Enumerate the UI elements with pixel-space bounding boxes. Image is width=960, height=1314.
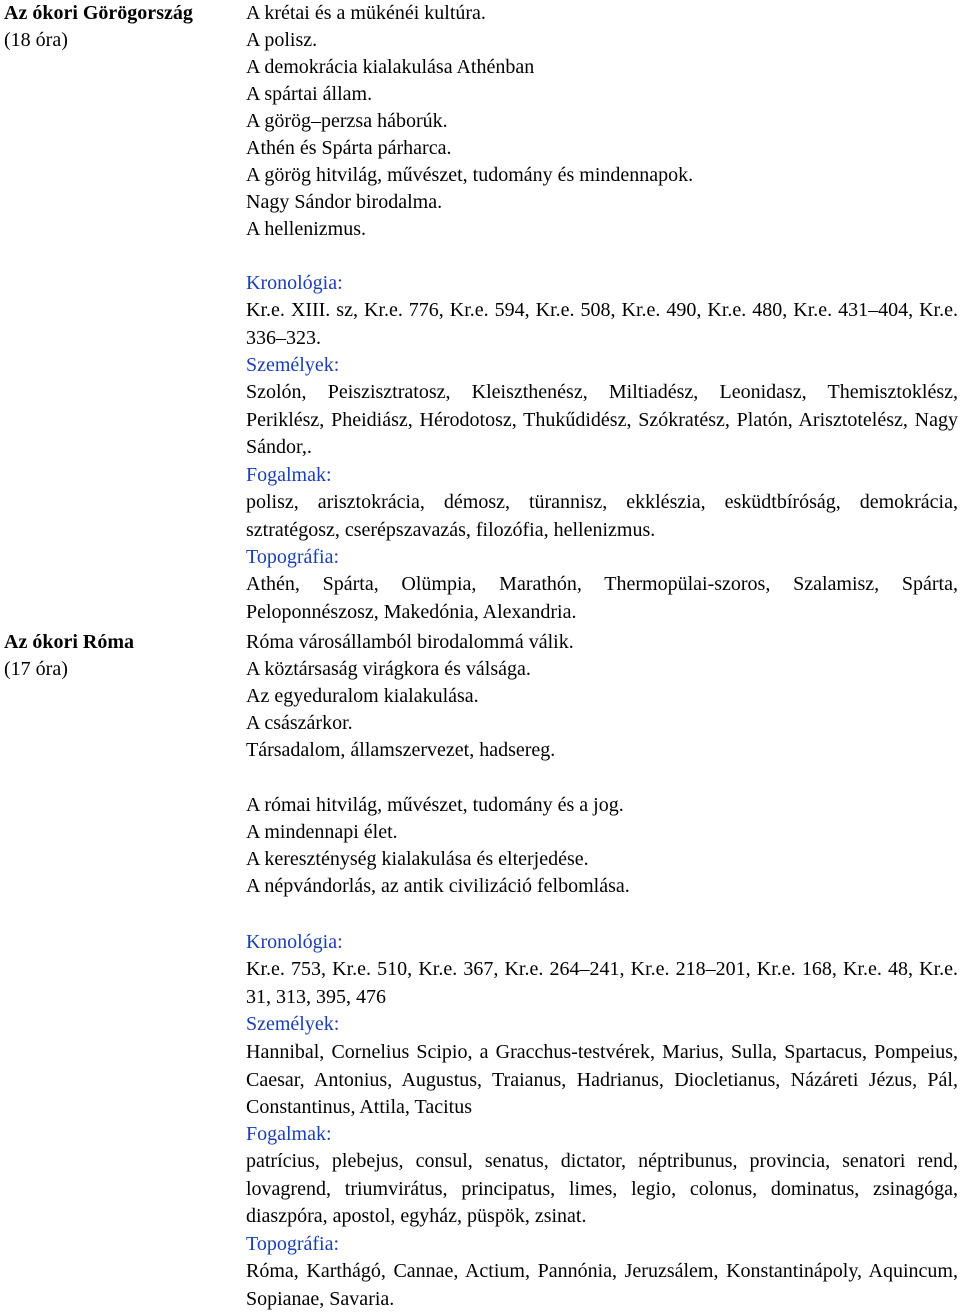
greece-title: Az ókori Görögország xyxy=(4,2,193,24)
greece-topic: A görög–perzsa háborúk. xyxy=(246,110,448,132)
greece-chronology: Kr.e. XIII. sz, Kr.e. 776, Kr.e. 594, Kr.e. 508, Kr.e. 490, Kr.e. 480, Kr.e. 431–404, Kr.e. 336–323. xyxy=(246,299,958,349)
greece-topography-label: Topográfia: xyxy=(246,546,340,568)
greece-concepts-label: Fogalmak: xyxy=(246,464,332,486)
rome-hours: (17 óra) xyxy=(4,658,68,680)
rome-section-title xyxy=(4,629,240,683)
rome-persons: Hannibal, Cornelius Scipio, a Gracchus-testvérek, Marius, Sulla, Spartacus, Pompeius, Caesar, Antonius, Augustus, Traianus, Hadrianus, Diocletianus, Názáreti Jézus, Pál, Constantinus, Attila, Tacitus xyxy=(246,1041,958,1118)
greece-topic: A krétai és a mükénéi kultúra. xyxy=(246,2,486,24)
rome-topography: Róma, Karthágó, Cannae, Actium, Pannónia, Jeruzsálem, Konstantinápoly, Aquincum, Sopianae, Savaria. xyxy=(246,1260,958,1310)
greece-hours: (18 óra) xyxy=(4,29,68,51)
greece-section-title xyxy=(4,0,240,54)
greece-topography: Athén, Spárta, Olümpia, Marathón, Thermopülai-szoros, Szalamisz, Spárta, Peloponnészosz, Makedónia, Alexandria. xyxy=(246,573,958,623)
greece-topic: A görög hitvilág, művészet, tudomány és mindennapok. xyxy=(246,164,694,186)
greece-topic: Athén és Spárta párharca. xyxy=(246,137,452,159)
rome-topography-label: Topográfia: xyxy=(246,1233,340,1255)
greece-topic: A polisz. xyxy=(246,29,318,51)
rome-topic: A kereszténység kialakulása és elterjedése. xyxy=(246,848,589,870)
rome-chronology: Kr.e. 753, Kr.e. 510, Kr.e. 367, Kr.e. 264–241, Kr.e. 218–201, Kr.e. 168, Kr.e. 48, Kr.e. 31, 313, 395, 476 xyxy=(246,958,958,1008)
rome-topic: Az egyeduralom kialakulása. xyxy=(246,685,479,707)
rome-topic: Társadalom, államszervezet, hadsereg. xyxy=(246,739,556,761)
greece-persons-label: Személyek: xyxy=(246,354,340,376)
rome-concepts-label: Fogalmak: xyxy=(246,1123,332,1145)
greece-topic: A hellenizmus. xyxy=(246,218,366,240)
rome-concepts: patrícius, plebejus, consul, senatus, dictator, néptribunus, provincia, senatori rend, lovagrend, triumvirátus, principatus, limes, legio, colonus, dominatus, zsinagóga, diaszpóra, apostol, egyház, püspök, zsinat. xyxy=(246,1150,958,1227)
rome-topic: A köztársaság virágkora és válsága. xyxy=(246,658,531,680)
greece-concepts: polisz, arisztokrácia, démosz, türannisz, ekklészia, esküdtbíróság, demokrácia, sztratégosz, cserépszavazás, filozófia, hellenizmus. xyxy=(246,491,958,541)
rome-topic: Róma városállamból birodalommá válik. xyxy=(246,631,574,653)
rome-topic: A népvándorlás, az antik civilizáció felbomlása. xyxy=(246,875,630,897)
greece-chronology-label: Kronológia: xyxy=(246,272,343,294)
greece-topic: Nagy Sándor birodalma. xyxy=(246,191,443,213)
rome-topic: A mindennapi élet. xyxy=(246,821,398,843)
greece-topic: A spártai állam. xyxy=(246,83,373,105)
rome-chronology-label: Kronológia: xyxy=(246,931,343,953)
rome-persons-label: Személyek: xyxy=(246,1013,340,1035)
rome-topic: A császárkor. xyxy=(246,712,353,734)
greece-persons: Szolón, Peiszisztratosz, Kleiszthenész, Miltiadész, Leonidasz, Themisztoklész, Periklész, Pheidiász, Hérodotosz, Thukűdidész, Szókratész, Platón, Arisztotelész, Nagy Sándor,. xyxy=(246,381,958,458)
greece-topic: A demokrácia kialakulása Athénban xyxy=(246,56,535,78)
rome-topic: A római hitvilág, művészet, tudomány és a jog. xyxy=(246,794,624,816)
rome-title: Az ókori Róma xyxy=(4,631,134,653)
